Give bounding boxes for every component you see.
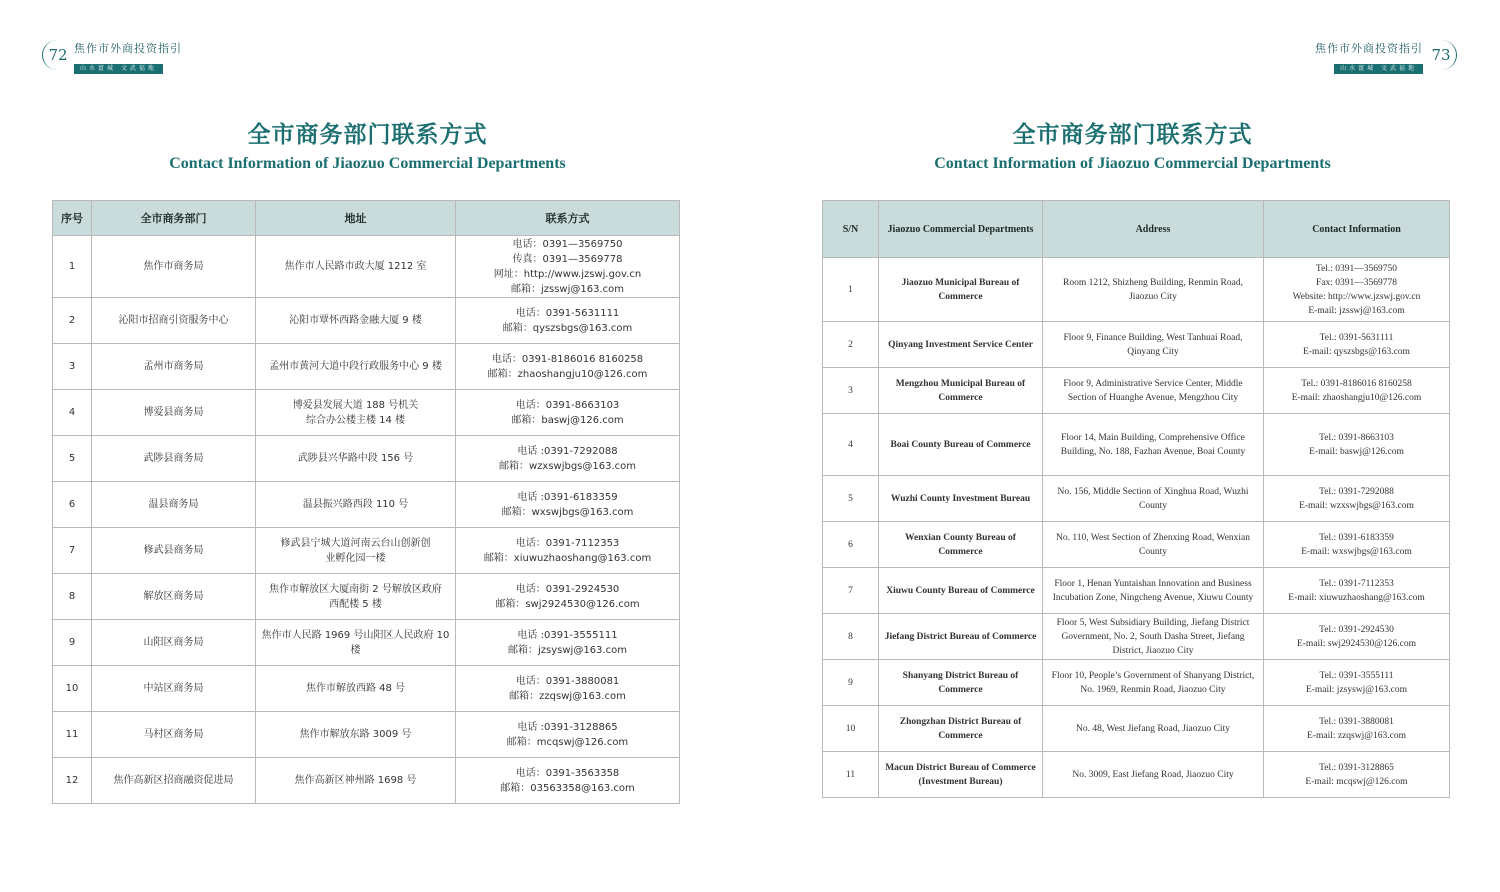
header-title: 焦作市外商投资指引 bbox=[1315, 42, 1423, 55]
cell-line: 网址：http://www.jzswj.gov.cn bbox=[493, 268, 642, 280]
cell-line: 焦作市解放东路 3009 号 bbox=[299, 729, 412, 740]
cell-line: Wuzhi County Investment Bureau bbox=[890, 493, 1031, 504]
table-row bbox=[823, 414, 1450, 476]
table-row bbox=[53, 758, 680, 804]
cell-contact bbox=[1264, 322, 1450, 368]
cell-address bbox=[256, 390, 456, 436]
cell-contact bbox=[1264, 368, 1450, 414]
cell-line: E-mail: wzxswjbgs@163.com bbox=[1299, 500, 1414, 511]
cell-line: Commerce bbox=[938, 546, 983, 557]
cell-line: Mengzhou Municipal Bureau of bbox=[895, 378, 1026, 389]
cell-address bbox=[1043, 322, 1264, 368]
cell-line: 温县振兴路西段 110 号 bbox=[302, 499, 409, 510]
cell-department bbox=[879, 706, 1043, 752]
cell-department: 修武县商务局 bbox=[92, 528, 256, 574]
cell-no: 2 bbox=[823, 322, 879, 368]
cell-line: 电话：0391—3569750 bbox=[512, 238, 623, 250]
cell-line: County bbox=[1139, 500, 1167, 511]
cell-address bbox=[256, 344, 456, 390]
table-row bbox=[53, 574, 680, 620]
page-title-en: Contact Information of Jiaozuo Commercial Departments bbox=[934, 155, 1331, 172]
table-row bbox=[823, 368, 1450, 414]
table-row bbox=[53, 712, 680, 758]
cell-line: No. 110, West Section of Zhenxing Road, Wenxian bbox=[1055, 532, 1251, 543]
page-title-en: Contact Information of Jiaozuo Commercial Departments bbox=[169, 155, 566, 172]
table-row bbox=[53, 390, 680, 436]
cell-address bbox=[1043, 522, 1264, 568]
cell-line: Tel.: 0391-7292088 bbox=[1319, 486, 1394, 497]
cell-line: Building, No. 188, Fazhan Avenue, Boai County bbox=[1060, 446, 1246, 457]
cell-line: Floor 9, Finance Building, West Tanhuai Road, bbox=[1063, 332, 1243, 343]
cell-address bbox=[256, 482, 456, 528]
cell-contact bbox=[1264, 568, 1450, 614]
cell-line: Jiaozuo Municipal Bureau of bbox=[901, 277, 1020, 288]
cell-line: 电话：0391-2924530 bbox=[515, 583, 620, 595]
cell-line: 电话：0391-7112353 bbox=[515, 537, 620, 549]
cell-line: Tel.: 0391-7112353 bbox=[1319, 578, 1394, 589]
page-title-zh: 全市商务部门联系方式 bbox=[1012, 121, 1253, 148]
cell-line: 邮箱：xiuwuzhaoshang@163.com bbox=[483, 552, 652, 564]
cell-department bbox=[879, 522, 1043, 568]
cell-line: Floor 5, West Subsidiary Building, Jiefang District bbox=[1056, 617, 1250, 628]
cell-line: 武陟县兴华路中段 156 号 bbox=[297, 453, 414, 464]
cell-address bbox=[256, 298, 456, 344]
cell-line: Commerce bbox=[938, 684, 983, 695]
cell-line: E-mail: zhaoshangju10@126.com bbox=[1291, 392, 1422, 403]
cell-no: 1 bbox=[823, 258, 879, 322]
cell-line: Tel.: 0391-8663103 bbox=[1319, 432, 1394, 443]
page-number: 73 bbox=[1426, 40, 1457, 70]
cell-line: 修武县宁城大道河南云台山创新创 bbox=[280, 537, 431, 549]
table-row bbox=[823, 258, 1450, 322]
cell-department: 山阳区商务局 bbox=[92, 620, 256, 666]
cell-address bbox=[1043, 368, 1264, 414]
cell-line: 电话 :0391-7292088 bbox=[517, 445, 618, 457]
table-row bbox=[823, 476, 1450, 522]
cell-department: 马村区商务局 bbox=[92, 712, 256, 758]
cell-address bbox=[256, 436, 456, 482]
cell-line: Tel.: 0391-3128865 bbox=[1319, 762, 1394, 773]
cell-line: Macun District Bureau of Commerce bbox=[885, 762, 1036, 773]
cell-department bbox=[879, 568, 1043, 614]
cell-department: 中站区商务局 bbox=[92, 666, 256, 712]
table-row bbox=[823, 522, 1450, 568]
cell-contact bbox=[1264, 522, 1450, 568]
cell-line: 博爱县发展大道 188 号机关 bbox=[292, 399, 419, 411]
cell-no: 5 bbox=[823, 476, 879, 522]
column-header: Contact Information bbox=[1264, 201, 1450, 258]
cell-line: E-mail: jzsyswj@163.com bbox=[1305, 684, 1408, 695]
table-row bbox=[53, 482, 680, 528]
cell-line: Zhongzhan District Bureau of bbox=[899, 716, 1022, 727]
cell-line: Shanyang District Bureau of bbox=[902, 670, 1019, 681]
cell-line: E-mail: mcqswj@126.com bbox=[1305, 776, 1408, 787]
contact-table-zh bbox=[52, 200, 680, 804]
column-header: 地址 bbox=[256, 201, 456, 236]
cell-address bbox=[1043, 258, 1264, 322]
cell-no: 8 bbox=[53, 574, 92, 620]
cell-address bbox=[256, 620, 456, 666]
cell-line: No. 156, Middle Section of Xinghua Road, Wuzhi bbox=[1057, 486, 1249, 497]
cell-no: 6 bbox=[823, 522, 879, 568]
cell-line: 邮箱：wxswjbgs@163.com bbox=[501, 506, 634, 518]
cell-line: 邮箱：wzxswjbgs@163.com bbox=[498, 460, 637, 472]
cell-line: 传真：0391—3569778 bbox=[512, 253, 623, 265]
cell-no: 7 bbox=[823, 568, 879, 614]
cell-line: 综合办公楼主楼 14 楼 bbox=[305, 414, 406, 426]
cell-line: E-mail: xiuwuzhaoshang@163.com bbox=[1288, 592, 1425, 603]
cell-line: 孟州市黄河大道中段行政服务中心 9 楼 bbox=[269, 361, 442, 372]
cell-line: 焦作市人民路市政大厦 1212 室 bbox=[284, 261, 427, 272]
cell-department bbox=[879, 614, 1043, 660]
cell-no: 3 bbox=[53, 344, 92, 390]
cell-address bbox=[1043, 614, 1264, 660]
cell-contact bbox=[456, 390, 680, 436]
cell-line: 邮箱：mcqswj@126.com bbox=[506, 736, 629, 748]
cell-line: Fax: 0391—3569778 bbox=[1315, 277, 1397, 288]
cell-department: 武陟县商务局 bbox=[92, 436, 256, 482]
column-header: 序号 bbox=[53, 201, 92, 236]
cell-address bbox=[1043, 752, 1264, 798]
table-row bbox=[53, 344, 680, 390]
table-row bbox=[53, 666, 680, 712]
cell-address bbox=[1043, 660, 1264, 706]
column-header: Address bbox=[1043, 201, 1264, 258]
cell-line: County bbox=[1139, 546, 1167, 557]
table-header-row bbox=[823, 201, 1450, 258]
cell-no: 6 bbox=[53, 482, 92, 528]
cell-no: 12 bbox=[53, 758, 92, 804]
cell-line: Commerce bbox=[938, 392, 983, 403]
cell-line: Xiuwu County Bureau of Commerce bbox=[886, 585, 1035, 596]
cell-line: Commerce bbox=[938, 291, 983, 302]
cell-address bbox=[1043, 414, 1264, 476]
cell-contact bbox=[456, 298, 680, 344]
cell-line: 焦作市人民路 1969 号山阳区人民政府 10 楼 bbox=[261, 629, 450, 656]
column-header: Jiaozuo Commercial Departments bbox=[879, 201, 1043, 258]
cell-line: 焦作市解放西路 48 号 bbox=[305, 683, 406, 694]
cell-line: 邮箱：zhaoshangju10@126.com bbox=[487, 368, 648, 380]
cell-contact bbox=[456, 666, 680, 712]
cell-line: Jiefang District Bureau of Commerce bbox=[884, 631, 1037, 642]
table-row bbox=[53, 298, 680, 344]
cell-no: 10 bbox=[53, 666, 92, 712]
cell-department bbox=[879, 660, 1043, 706]
cell-contact bbox=[456, 344, 680, 390]
cell-line: 电话 :0391-3128865 bbox=[517, 721, 618, 733]
cell-line: Tel.: 0391-2924530 bbox=[1319, 624, 1394, 635]
cell-address bbox=[1043, 476, 1264, 522]
table-row bbox=[823, 568, 1450, 614]
column-header: 全市商务部门 bbox=[92, 201, 256, 236]
right-title-block bbox=[765, 116, 1500, 173]
cell-line: Floor 10, People’s Government of Shanyang District, bbox=[1051, 670, 1255, 681]
cell-line: Floor 1, Henan Yuntaishan Innovation and Business bbox=[1054, 578, 1252, 589]
cell-department bbox=[879, 752, 1043, 798]
cell-line: Incubation Zone, Ningcheng Avenue, Xiuwu County bbox=[1052, 592, 1254, 603]
cell-line: Tel.: 0391-6183359 bbox=[1319, 532, 1394, 543]
cell-line: Tel.: 0391-8186016 8160258 bbox=[1301, 378, 1412, 389]
cell-line: Tel.: 0391-3880081 bbox=[1319, 716, 1394, 727]
cell-contact bbox=[456, 236, 680, 298]
cell-line: 电话：0391-5631111 bbox=[515, 307, 620, 319]
cell-no: 4 bbox=[823, 414, 879, 476]
cell-line: 邮箱：jzsswj@163.com bbox=[510, 283, 625, 295]
cell-line: 沁阳市覃怀西路金融大厦 9 楼 bbox=[289, 315, 422, 326]
header-title: 焦作市外商投资指引 bbox=[74, 42, 182, 55]
table-header-row bbox=[53, 201, 680, 236]
cell-contact bbox=[1264, 752, 1450, 798]
cell-line: 电话 :0391-6183359 bbox=[517, 491, 618, 503]
cell-address bbox=[256, 666, 456, 712]
cell-line: 邮箱：03563358@163.com bbox=[500, 782, 635, 794]
cell-department: 温县商务局 bbox=[92, 482, 256, 528]
cell-line: E-mail: baswj@126.com bbox=[1309, 446, 1404, 457]
cell-line: No. 1969, Renmin Road, Jiaozuo City bbox=[1080, 684, 1226, 695]
cell-line: Tel.: 0391—3569750 bbox=[1315, 263, 1398, 274]
cell-line: 邮箱：qyszsbgs@163.com bbox=[502, 322, 633, 334]
cell-line: 焦作高新区神州路 1698 号 bbox=[294, 775, 417, 786]
cell-address bbox=[256, 758, 456, 804]
cell-department bbox=[879, 368, 1043, 414]
cell-line: Qinyang City bbox=[1127, 346, 1179, 357]
table-row bbox=[53, 528, 680, 574]
cell-no: 1 bbox=[53, 236, 92, 298]
cell-contact bbox=[456, 574, 680, 620]
cell-line: Section of Huanghe Avenue, Mengzhou City bbox=[1067, 392, 1239, 403]
cell-no: 11 bbox=[823, 752, 879, 798]
table-row bbox=[823, 706, 1450, 752]
cell-line: Commerce bbox=[938, 730, 983, 741]
cell-line: Jiaozuo City bbox=[1129, 291, 1177, 302]
left-title-block bbox=[0, 116, 735, 173]
table-row bbox=[823, 752, 1450, 798]
cell-no: 10 bbox=[823, 706, 879, 752]
header-subtitle: 山水富城 文武福地 bbox=[74, 64, 163, 74]
table-row bbox=[53, 236, 680, 298]
cell-line: 焦作市解放区大厦南街 2 号解放区政府 bbox=[269, 583, 442, 595]
cell-line: 电话：0391-3563358 bbox=[515, 767, 620, 779]
cell-department: 解放区商务局 bbox=[92, 574, 256, 620]
cell-department: 焦作高新区招商融资促进局 bbox=[92, 758, 256, 804]
cell-line: E-mail: swj2924530@126.com bbox=[1296, 638, 1417, 649]
cell-line: Website: http://www.jzswj.gov.cn bbox=[1292, 291, 1421, 302]
cell-line: No. 3009, East Jiefang Road, Jiaozuo City bbox=[1072, 769, 1234, 780]
cell-address bbox=[256, 712, 456, 758]
cell-department bbox=[879, 258, 1043, 322]
cell-line: 邮箱：jzsyswj@163.com bbox=[508, 644, 627, 656]
cell-line: 邮箱：baswj@126.com bbox=[511, 414, 624, 426]
header-subtitle: 山水富城 文武福地 bbox=[1334, 64, 1423, 74]
cell-contact bbox=[456, 482, 680, 528]
cell-line: 邮箱：swj2924530@126.com bbox=[495, 598, 640, 610]
cell-line: E-mail: jzsswj@163.com bbox=[1308, 305, 1405, 316]
cell-line: (Investment Bureau) bbox=[918, 776, 1003, 787]
cell-no: 7 bbox=[53, 528, 92, 574]
cell-line: Tel.: 0391-3555111 bbox=[1319, 670, 1394, 681]
table-row bbox=[823, 614, 1450, 660]
cell-line: E-mail: zzqswj@163.com bbox=[1307, 730, 1406, 741]
cell-contact bbox=[1264, 706, 1450, 752]
table-row bbox=[823, 660, 1450, 706]
cell-address bbox=[1043, 706, 1264, 752]
cell-line: Boai County Bureau of Commerce bbox=[890, 439, 1031, 450]
cell-line: Wenxian County Bureau of bbox=[905, 532, 1016, 543]
cell-line: 西配楼 5 楼 bbox=[329, 598, 382, 610]
cell-department bbox=[879, 414, 1043, 476]
cell-line: Tel.: 0391-5631111 bbox=[1319, 332, 1394, 343]
cell-department: 沁阳市招商引资服务中心 bbox=[92, 298, 256, 344]
table-row bbox=[53, 436, 680, 482]
cell-line: E-mail: qyszsbgs@163.com bbox=[1303, 346, 1410, 357]
cell-no: 9 bbox=[823, 660, 879, 706]
cell-contact bbox=[456, 436, 680, 482]
cell-no: 5 bbox=[53, 436, 92, 482]
cell-contact bbox=[1264, 476, 1450, 522]
cell-no: 4 bbox=[53, 390, 92, 436]
cell-address bbox=[256, 528, 456, 574]
cell-line: Floor 9, Administrative Service Center, Middle bbox=[1063, 378, 1243, 389]
cell-department: 博爱县商务局 bbox=[92, 390, 256, 436]
cell-address bbox=[256, 574, 456, 620]
page-title-zh: 全市商务部门联系方式 bbox=[247, 121, 488, 148]
cell-contact bbox=[1264, 660, 1450, 706]
cell-no: 8 bbox=[823, 614, 879, 660]
cell-contact bbox=[456, 758, 680, 804]
cell-contact bbox=[456, 712, 680, 758]
cell-contact bbox=[456, 528, 680, 574]
cell-contact bbox=[1264, 614, 1450, 660]
cell-line: 电话：0391-8186016 8160258 bbox=[491, 353, 644, 365]
cell-contact bbox=[1264, 258, 1450, 322]
table-row bbox=[823, 322, 1450, 368]
contact-table-en bbox=[822, 200, 1450, 798]
cell-line: E-mail: wxswjbgs@163.com bbox=[1301, 546, 1412, 557]
cell-contact bbox=[1264, 414, 1450, 476]
cell-department bbox=[879, 476, 1043, 522]
cell-line: 电话：0391-3880081 bbox=[515, 675, 620, 687]
cell-line: Qinyang Investment Service Center bbox=[888, 339, 1033, 350]
cell-address bbox=[256, 236, 456, 298]
cell-no: 2 bbox=[53, 298, 92, 344]
cell-line: 邮箱：zzqswj@163.com bbox=[509, 690, 626, 702]
cell-no: 3 bbox=[823, 368, 879, 414]
cell-line: No. 48, West Jiefang Road, Jiaozuo City bbox=[1076, 723, 1230, 734]
cell-no: 9 bbox=[53, 620, 92, 666]
page-number: 72 bbox=[42, 40, 73, 70]
cell-department bbox=[879, 322, 1043, 368]
cell-no: 11 bbox=[53, 712, 92, 758]
cell-line: 电话 :0391-3555111 bbox=[517, 629, 618, 641]
cell-line: District, Jiaozuo City bbox=[1112, 645, 1194, 656]
cell-line: 业孵化园一楼 bbox=[325, 552, 386, 564]
cell-department: 焦作市商务局 bbox=[92, 236, 256, 298]
column-header: S/N bbox=[823, 201, 879, 258]
cell-line: Government, No. 2, South Dasha Street, Jiefang bbox=[1061, 631, 1245, 642]
cell-line: Floor 14, Main Building, Comprehensive Office bbox=[1061, 432, 1245, 443]
cell-line: 电话：0391-8663103 bbox=[515, 399, 620, 411]
cell-department: 孟州市商务局 bbox=[92, 344, 256, 390]
cell-contact bbox=[456, 620, 680, 666]
table-row bbox=[53, 620, 680, 666]
column-header: 联系方式 bbox=[456, 201, 680, 236]
cell-line: Room 1212, Shizheng Building, Renmin Road, bbox=[1063, 277, 1243, 288]
cell-address bbox=[1043, 568, 1264, 614]
